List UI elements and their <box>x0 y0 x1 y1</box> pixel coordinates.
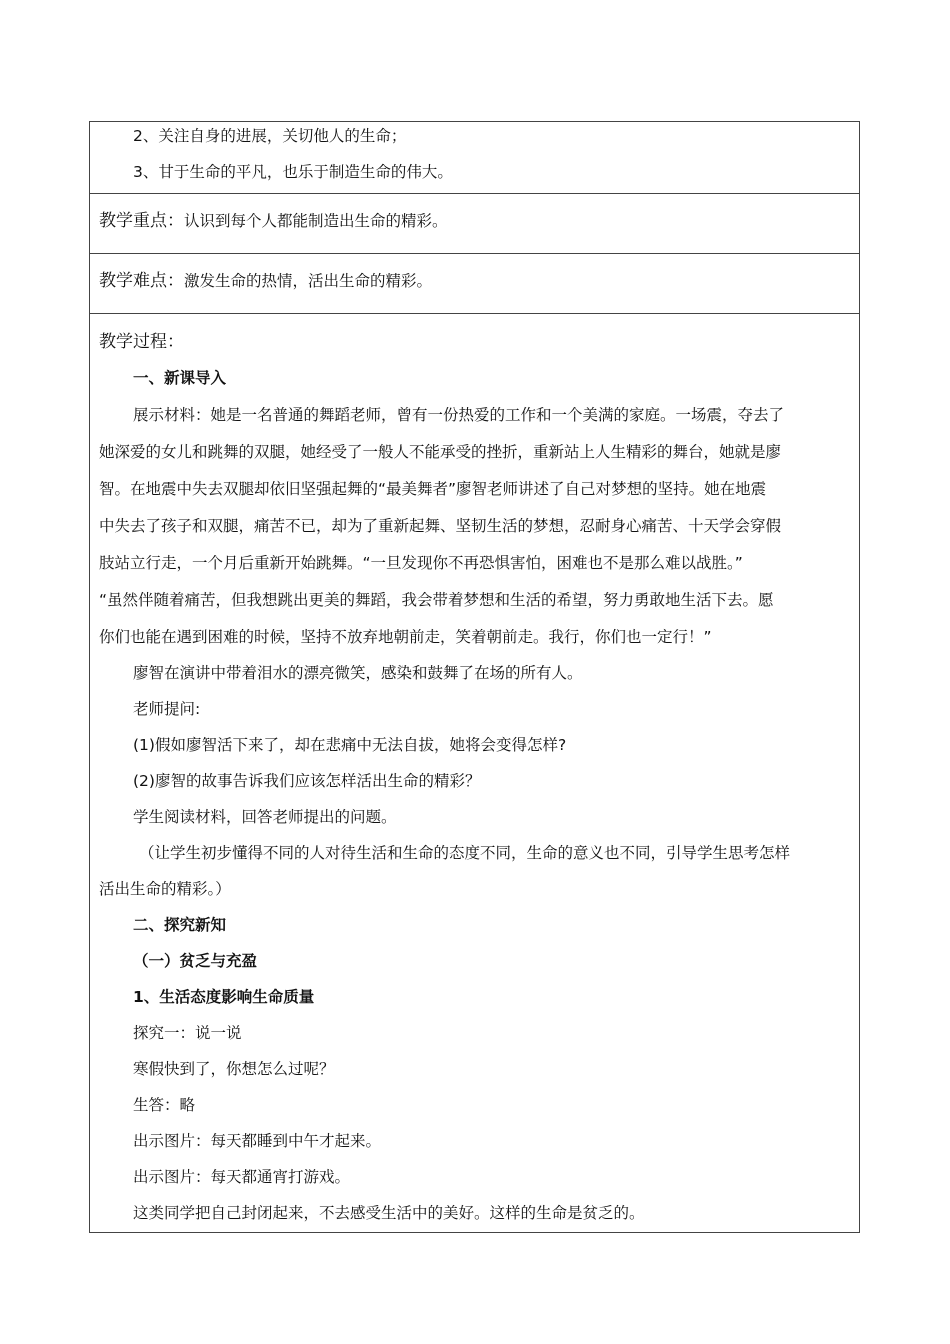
conclusion-text: 这类同学把自己封闭起来，不去感受生活中的美好。这样的生命是贫乏的。 <box>133 1204 645 1222</box>
key-point-row <box>90 194 859 254</box>
material-line: “虽然伴随着痛苦，但我想跳出更美的舞蹈，我会带着梦想和生活的希望，努力勇敢地生活下去。愿 <box>99 591 774 609</box>
objective-item-2: 2、关注自身的进展，关切他人的生命； <box>133 127 407 145</box>
students-read: 学生阅读材料，回答老师提出的问题。 <box>133 808 397 826</box>
key-point <box>99 210 448 232</box>
difficulty <box>99 270 432 292</box>
key-point-label: 教学重点： <box>99 211 184 231</box>
key-point-text: 认识到每个人都能制造出生命的精彩。 <box>184 212 448 230</box>
point-heading: 1、生活态度影响生命质量 <box>133 988 315 1006</box>
picture-2-caption: 出示图片：每天都通宵打游戏。 <box>133 1168 351 1186</box>
subsection-heading: （一）贫乏与充盈 <box>133 952 258 970</box>
explore-one: 探究一：说一说 <box>133 1024 242 1042</box>
student-answer: 生答：略 <box>133 1096 196 1114</box>
liao-smile-text: 廖智在演讲中带着泪水的漂亮微笑，感染和鼓舞了在场的所有人。 <box>133 664 583 682</box>
objective-item-3: 3、甘于生命的平凡，也乐于制造生命的伟大。 <box>133 163 453 181</box>
material-line: 智。在地震中失去双腿却依旧坚强起舞的“最美舞者”廖智老师讲述了自己对梦想的坚持。她在地震 <box>99 480 767 498</box>
material-line: 你们也能在遇到困难的时候，坚持不放弃地朝前走，笑着朝前走。我行，你们也一定行！” <box>99 628 712 646</box>
question-2: (2)廖智的故事告诉我们应该怎样活出生命的精彩？ <box>133 772 481 790</box>
difficulty-label: 教学难点： <box>99 271 184 291</box>
teaching-note: 活出生命的精彩。） <box>99 880 231 898</box>
lesson-plan-table <box>89 121 860 1233</box>
section-heading-intro: 一、新课导入 <box>133 369 227 387</box>
picture-1-caption: 出示图片：每天都睡到中午才起来。 <box>133 1132 382 1150</box>
teaching-note: （让学生初步懂得不同的人对待生活和生命的态度不同，生命的意义也不同，引导学生思考怎样 <box>139 844 791 862</box>
material-line: 她深爱的女儿和跳舞的双腿，她经受了一般人不能承受的挫折，重新站上人生精彩的舞台，她就是廖 <box>99 443 782 461</box>
difficulty-text: 激发生命的热情，活出生命的精彩。 <box>184 272 433 290</box>
material-line: 展示材料：她是一名普通的舞蹈老师，曾有一份热爱的工作和一个美满的家庭。一场震，夺去了 <box>133 406 785 424</box>
difficulty-row <box>90 254 859 314</box>
teacher-ask: 老师提问: <box>133 700 201 718</box>
objectives-row <box>90 122 859 194</box>
process-label: 教学过程： <box>99 332 184 352</box>
process-row <box>90 314 859 1232</box>
material-line: 中失去了孩子和双腿，痛苦不已，却为了重新起舞、坚韧生活的梦想，忍耐身心痛苦、十天学会穿假 <box>99 517 782 535</box>
winter-question: 寒假快到了，你想怎么过呢？ <box>133 1060 335 1078</box>
section-heading-explore: 二、探究新知 <box>133 916 227 934</box>
question-1: (1)假如廖智活下来了，却在悲痛中无法自拔，她将会变得怎样? <box>133 736 567 754</box>
material-line: 肢站立行走，一个月后重新开始跳舞。“一旦发现你不再恐惧害怕，困难也不是那么难以战胜。” <box>99 554 743 572</box>
